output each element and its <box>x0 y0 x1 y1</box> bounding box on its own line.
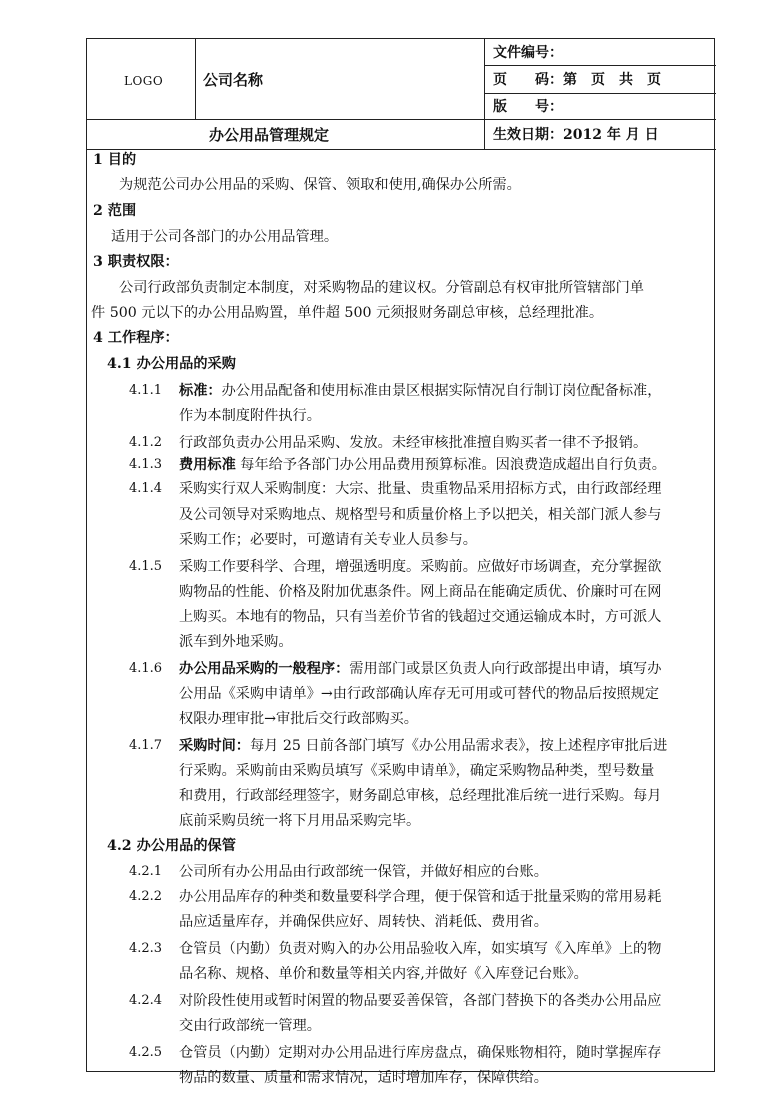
item-number: 4.1.7 <box>129 738 163 753</box>
item-number: 4.2.3 <box>129 941 163 956</box>
item-keyword: 标准： <box>179 383 222 399</box>
item-number: 4.1.3 <box>129 457 163 472</box>
paragraph-line: 及公司领导对采购地点、规格型号和质量价格上予以把关，相关部门派人参与 <box>179 507 662 523</box>
version-label: 版 号： <box>493 99 563 115</box>
list-item: 行政部负责办公用品采购、发放。未经审核批准擅自购买者一律不予报销。 <box>179 435 648 451</box>
header-divider <box>484 65 716 66</box>
header-divider <box>87 119 716 120</box>
document-page <box>86 38 715 1086</box>
item-keyword: 办公用品采购的一般程序： <box>179 661 350 677</box>
list-item: 采购实行双人采购制度：大宗、批量、贵重物品采用招标方式，由行政部经理 <box>179 481 662 497</box>
item-number: 4.1.1 <box>129 383 163 398</box>
paragraph-line: 为规范公司办公用品的采购、保管、领取和使用,确保办公所需。 <box>119 177 521 193</box>
paragraph-line: 行采购。采购前由采购员填写《采购申请单》，确定采购物品种类，型号数量 <box>179 763 655 779</box>
document-title: 办公用品管理规定 <box>209 126 330 144</box>
item-number: 4.1.5 <box>129 559 163 574</box>
header-divider <box>484 93 716 94</box>
header-divider <box>195 39 196 119</box>
list-item: 仓管员（内勤）定期对办公用品进行库房盘点，确保账物相符，随时掌握库存 <box>179 1045 662 1061</box>
item-number: 4.2.5 <box>129 1045 163 1060</box>
page-number-label: 页 码：第 页 共 页 <box>493 72 661 88</box>
subsection-heading: 4.1 办公用品的采购 <box>107 356 236 372</box>
list-item: 对阶段性使用或暂时闲置的物品要妥善保管，各部门替换下的各类办公用品应 <box>179 993 662 1009</box>
list-item <box>179 456 666 474</box>
doc-number-label: 文件编号： <box>493 45 563 61</box>
header-divider <box>87 149 716 150</box>
list-item: 公司所有办公用品由行政部统一保管，并做好相应的台账。 <box>179 864 548 880</box>
item-text: 需用部门或景区负责人向行政部提出申请，填写办 <box>349 661 662 677</box>
list-item: 办公用品库存的种类和数量要科学合理，便于保管和适于批量采购的常用易耗 <box>179 889 662 905</box>
list-item: 采购工作要科学、合理，增强透明度。采购前。应做好市场调查，充分掌握欲 <box>179 559 662 575</box>
item-text: 每年给予各部门办公用品费用预算标准。因浪费造成超出自行负责。 <box>235 457 666 473</box>
paragraph-line: 交由行政部统一管理。 <box>179 1018 321 1034</box>
paragraph-line: 采购工作；必要时，可邀请有关专业人员参与。 <box>179 532 477 548</box>
item-number: 4.2.4 <box>129 993 163 1008</box>
paragraph-line: 底前采购员统一将下月用品采购完毕。 <box>179 813 421 829</box>
paragraph-line: 权限办理审批→审批后交行政部购买。 <box>179 711 418 727</box>
list-item: 仓管员（内勤）负责对购入的办公用品验收入库，如实填写《入库单》上的物 <box>179 941 662 957</box>
paragraph-line: 作为本制度附件执行。 <box>179 408 321 424</box>
paragraph-line: 购物品的性能、价格及附加优惠条件。网上商品在能确定质优、价廉时可在网 <box>179 584 662 600</box>
item-number: 4.2.1 <box>129 864 163 879</box>
section-heading: 4 工作程序： <box>93 330 179 346</box>
logo: LOGO <box>124 74 164 88</box>
subsection-heading: 4.2 办公用品的保管 <box>107 838 236 854</box>
paragraph-line: 品应适量库存，并确保供应好、周转快、消耗低、费用省。 <box>179 914 548 930</box>
item-keyword: 采购时间： <box>179 738 250 754</box>
paragraph-line: 派车到外地采购。 <box>179 634 293 650</box>
effective-date: 生效日期：2012 年 月 日 <box>493 127 659 143</box>
list-item <box>179 660 661 678</box>
section-heading: 1 目的 <box>93 152 137 168</box>
paragraph-line: 件 500 元以下的办公用品购置，单件超 500 元须报财务副总审核，总经理批准。 <box>91 305 604 321</box>
header-divider <box>484 39 485 149</box>
list-item <box>179 737 667 755</box>
paragraph-line: 品名称、规格、单价和数量等相关内容,并做好《入库登记台账》。 <box>179 966 588 982</box>
section-heading: 2 范围 <box>93 203 137 219</box>
paragraph-line: 物品的数量、质量和需求情况，适时增加库存，保障供给。 <box>179 1070 548 1086</box>
section-heading: 3 职责权限： <box>93 254 179 270</box>
list-item <box>179 382 661 400</box>
item-text: 办公用品配备和使用标准由景区根据实际情况自行制订岗位配备标准， <box>221 383 662 399</box>
paragraph-line: 上购买。本地有的物品，只有当差价节省的钱超过交通运输成本时，方可派人 <box>179 609 662 625</box>
item-number: 4.2.2 <box>129 889 163 904</box>
item-number: 4.1.6 <box>129 661 163 676</box>
item-text: 每月 25 日前各部门填写《办公用品需求表》，按上述程序审批后进 <box>249 738 668 754</box>
paragraph-line: 适用于公司各部门的办公用品管理。 <box>111 229 339 245</box>
item-keyword: 费用标准 <box>179 457 236 473</box>
paragraph-line: 公用品《采购申请单》→由行政部确认库存无可用或可替代的物品后按照规定 <box>179 686 660 702</box>
item-number: 4.1.4 <box>129 481 163 496</box>
item-number: 4.1.2 <box>129 435 163 450</box>
company-name: 公司名称 <box>203 71 264 89</box>
paragraph-line: 公司行政部负责制定本制度，对采购物品的建议权。分管副总有权审批所管辖部门单 <box>119 280 644 296</box>
paragraph-line: 和费用，行政部经理签字，财务副总审核，总经理批准后统一进行采购。每月 <box>179 788 662 804</box>
